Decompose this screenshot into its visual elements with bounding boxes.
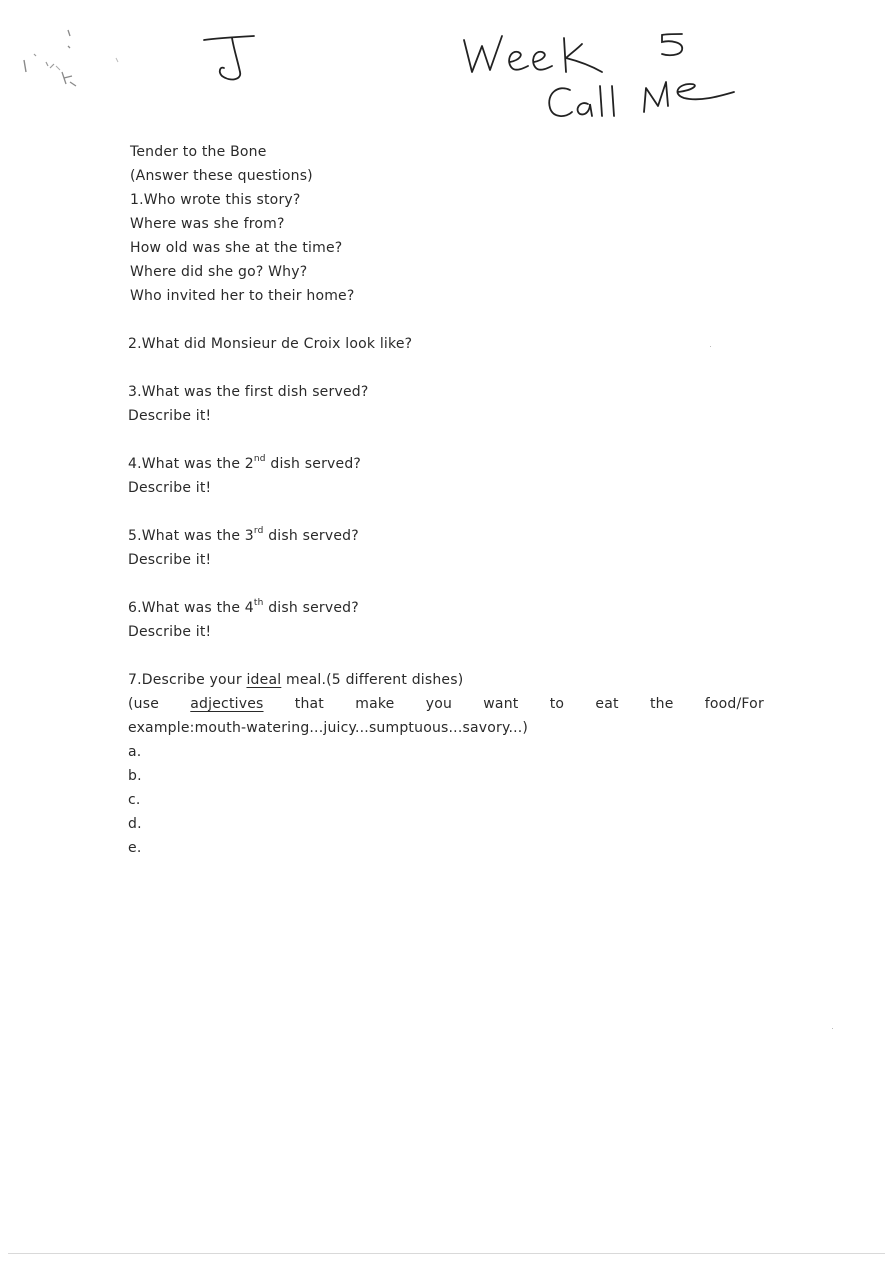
svg-text:J: J [198, 28, 199, 29]
q4-question: 4.What was the 2nd dish served? [128, 454, 362, 472]
worksheet-title: Tender to the Bone [130, 144, 267, 160]
q4-describe: Describe it! [128, 480, 212, 496]
adjectives-underlined: adjectives [190, 696, 264, 712]
q1-line: 1.Who wrote this story? [130, 192, 301, 208]
q6-question: 6.What was the 4th dish served? [128, 598, 359, 616]
q7-option: a. [128, 744, 142, 760]
q5-describe: Describe it! [128, 552, 212, 568]
q7-option: e. [128, 840, 142, 856]
scan-speck [832, 1028, 833, 1029]
q6-describe: Describe it! [128, 624, 212, 640]
worksheet-body [128, 140, 768, 860]
worksheet-instruction: (Answer these questions) [130, 168, 313, 184]
scan-bottom-edge [8, 1253, 885, 1254]
q7-instruction-line: (use adjectives that make you want to eat the food/For [128, 692, 764, 716]
q1-line: How old was she at the time? [130, 240, 343, 256]
q1-line: Where did she go? Why? [130, 264, 308, 280]
q1-line: Who invited her to their home? [130, 288, 355, 304]
handwritten-initial [198, 28, 268, 88]
q7-option: b. [128, 768, 142, 784]
q7-option: d. [128, 816, 142, 832]
q2-question: 2.What did Monsieur de Croix look like? [128, 336, 413, 352]
q7-option: c. [128, 792, 141, 808]
handwritten-story-title [544, 76, 744, 124]
stray-pencil-marks [18, 26, 128, 96]
q7-examples: example:mouth-watering...juicy...sumptuous...savory...) [128, 720, 529, 736]
q7-question: 7.Describe your ideal meal.(5 different dishes) [128, 672, 464, 688]
scan-speck [710, 346, 711, 347]
q5-question: 5.What was the 3rd dish served? [128, 526, 359, 544]
ideal-underlined: ideal [246, 672, 282, 688]
q1-line: Where was she from? [130, 216, 285, 232]
q3-question: 3.What was the first dish served? [128, 384, 369, 400]
q3-describe: Describe it! [128, 408, 212, 424]
